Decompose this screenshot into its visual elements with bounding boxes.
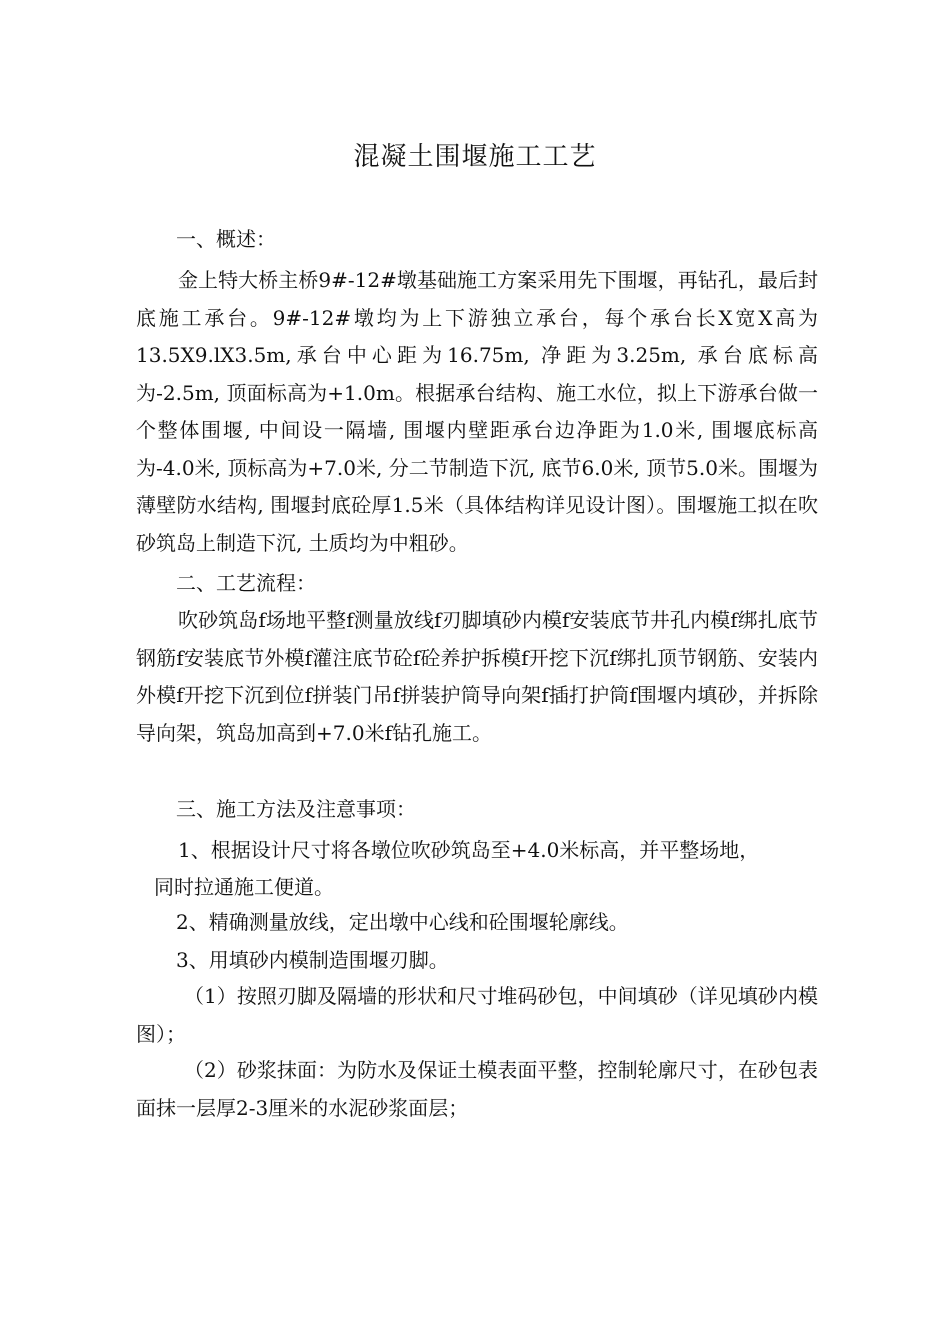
section2-body xyxy=(136,602,818,752)
item3: 3、用填砂内模制造围堰刃脚。 xyxy=(176,948,449,972)
section2-paragraph: 吹砂筑岛f场地平整f测量放线f刃脚填砂内模f安装底节井孔内模f绑扎底节钢筋f安装底节外模f灌注底节砼f砼养护拆模f开挖下沉f绑扎顶节钢筋、安装内外模f开挖下沉到位f拼装门吊f拼装护筒导向架f插打护筒f围堰内填砂，并拆除导向架，筑岛加高到+7.0米f钻孔施工。 xyxy=(136,608,818,745)
section1-heading: 一、概述： xyxy=(176,227,276,251)
section3-heading: 三、施工方法及注意事项： xyxy=(176,797,416,821)
item1-line2: 同时拉通施工便道。 xyxy=(154,875,334,899)
section2-heading: 二、工艺流程： xyxy=(176,571,316,595)
section1-body xyxy=(136,262,818,562)
sub1-paragraph: （1）按照刃脚及隔墙的形状和尺寸堆码砂包，中间填砂（详见填砂内模图）； xyxy=(136,984,818,1046)
sub2-paragraph: （2）砂浆抹面：为防水及保证土模表面平整，控制轮廓尺寸，在砂包表面抹一层厚2-3厘米的水泥砂浆面层； xyxy=(136,1058,818,1120)
sub1-body xyxy=(136,978,818,1053)
section1-paragraph: 金上特大桥主桥9#-12#墩基础施工方案采用先下围堰，再钻孔，最后封底施工承台。9#-12#墩均为上下游独立承台，每个承台长X宽X高为13.5X9.lX3.5m,承台中心距为16.75m, 净距为3.25m, 承台底标高为-2.5m, 顶面标高为+1.0m。根据承台结构、施工水位，拟上下游承台做一个整体围堰, 中间设一隔墙, 围堰内壁距承台边净距为1.0米, 围堰底标高为-4.0米, 顶标高为+7.0米, 分二节制造下沉, 底节6.0米, 顶节5.0米。围堰为薄壁防水结构, 围堰封底砼厚1.5米（具体结构详见设计图）。围堰施工拟在吹砂筑岛上制造下沉, 土质均为中粗砂。 xyxy=(136,268,818,555)
item1-line1: 1、根据设计尺寸将各墩位吹砂筑岛至+4.0米标高，并平整场地， xyxy=(178,838,760,862)
document-title: 混凝土围堰施工工艺 xyxy=(353,142,597,172)
sub2-body xyxy=(136,1052,818,1127)
item2: 2、精确测量放线，定出墩中心线和砼围堰轮廓线。 xyxy=(176,910,629,934)
